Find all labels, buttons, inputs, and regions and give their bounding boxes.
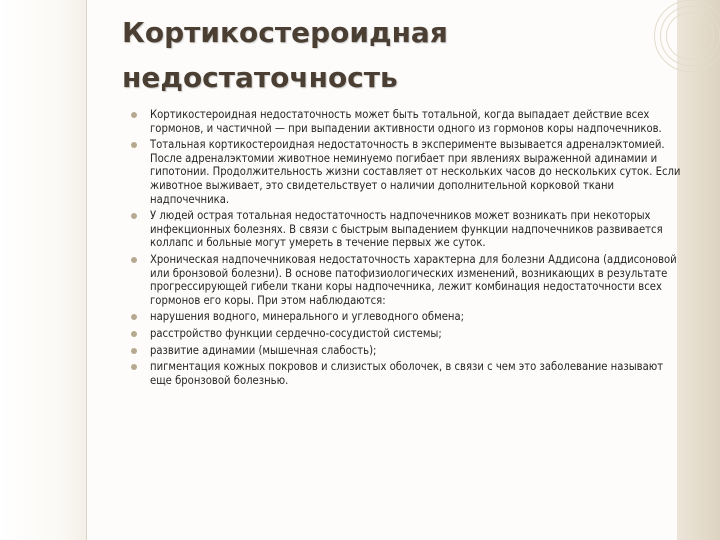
- bullet-dot-icon: [131, 142, 137, 148]
- bullet-item: [128, 209, 688, 250]
- bullet-text: пигментация кожных покровов и слизистых оболочек, в связи с чем это заболевание называют еще бронзовой болезнью.: [150, 360, 664, 387]
- bullet-dot-icon: [131, 112, 137, 118]
- decorative-circle: [666, 12, 714, 60]
- bullet-dot-icon: [131, 314, 137, 320]
- bullet-text: развитие адинамии (мышечная слабость);: [150, 343, 377, 357]
- bullet-item: [128, 108, 688, 135]
- left-rail-decoration: [0, 0, 86, 540]
- bullet-text: Кортикостероидная недостаточность может быть тотальной, когда выпадает действие всех гормонов, и частичной — при выпадении активности одного из гормонов коры надпочечников.: [150, 108, 662, 135]
- bullet-item: [128, 327, 688, 341]
- bullet-dot-icon: [131, 331, 137, 337]
- bullet-dot-icon: [131, 257, 137, 263]
- bullet-text: расстройство функции сердечно-сосудистой системы;: [150, 326, 442, 340]
- bullet-text: У людей острая тотальная недостаточность надпочечников может возникать при некоторых инфекционных болезнях. В связи с быстрым выпадением функции надпочечников развивается коллапс и больные могут умереть в течение первых же суток.: [150, 209, 663, 250]
- bullet-text: Хроническая надпочечниковая недостаточность характерна для болезни Аддисона (аддисоновой или бронзовой болезни). В основе патофизиологических изменений, возникающих в результате прогрессирующей гибели ткани коры надпочечника, лежит комбинация недостаточности всех гормонов его коры. При этом наблюдаются:: [150, 252, 677, 307]
- bullet-item: [128, 344, 688, 358]
- bullet-item: [128, 360, 688, 387]
- bullet-text: нарушения водного, минерального и углеводного обмена;: [150, 310, 465, 324]
- bullet-list: [128, 108, 688, 390]
- bullet-item: [128, 310, 688, 324]
- slide-title-line-1: Кортикостероидная: [122, 16, 448, 49]
- bullet-text: Тотальная кортикостероидная недостаточность в эксперименте вызывается адреналэктомией. После адреналэктомии животное неминуемо погибает при явлениях выраженной адинамии и гипотонии. Продолжительность жизни составляет от нескольких часов до нескольких суток. Если животное выживает, это свидетельствует о наличии дополнительной корковой ткани надпочечника.: [150, 138, 681, 206]
- bullet-dot-icon: [131, 348, 137, 354]
- bullet-item: [128, 138, 688, 206]
- bullet-dot-icon: [131, 364, 137, 370]
- slide-title-line-2: недостаточность: [122, 61, 398, 94]
- rail-divider-line: [86, 0, 87, 540]
- bullet-item: [128, 253, 688, 307]
- bullet-dot-icon: [131, 213, 137, 219]
- slide-title: [122, 10, 662, 100]
